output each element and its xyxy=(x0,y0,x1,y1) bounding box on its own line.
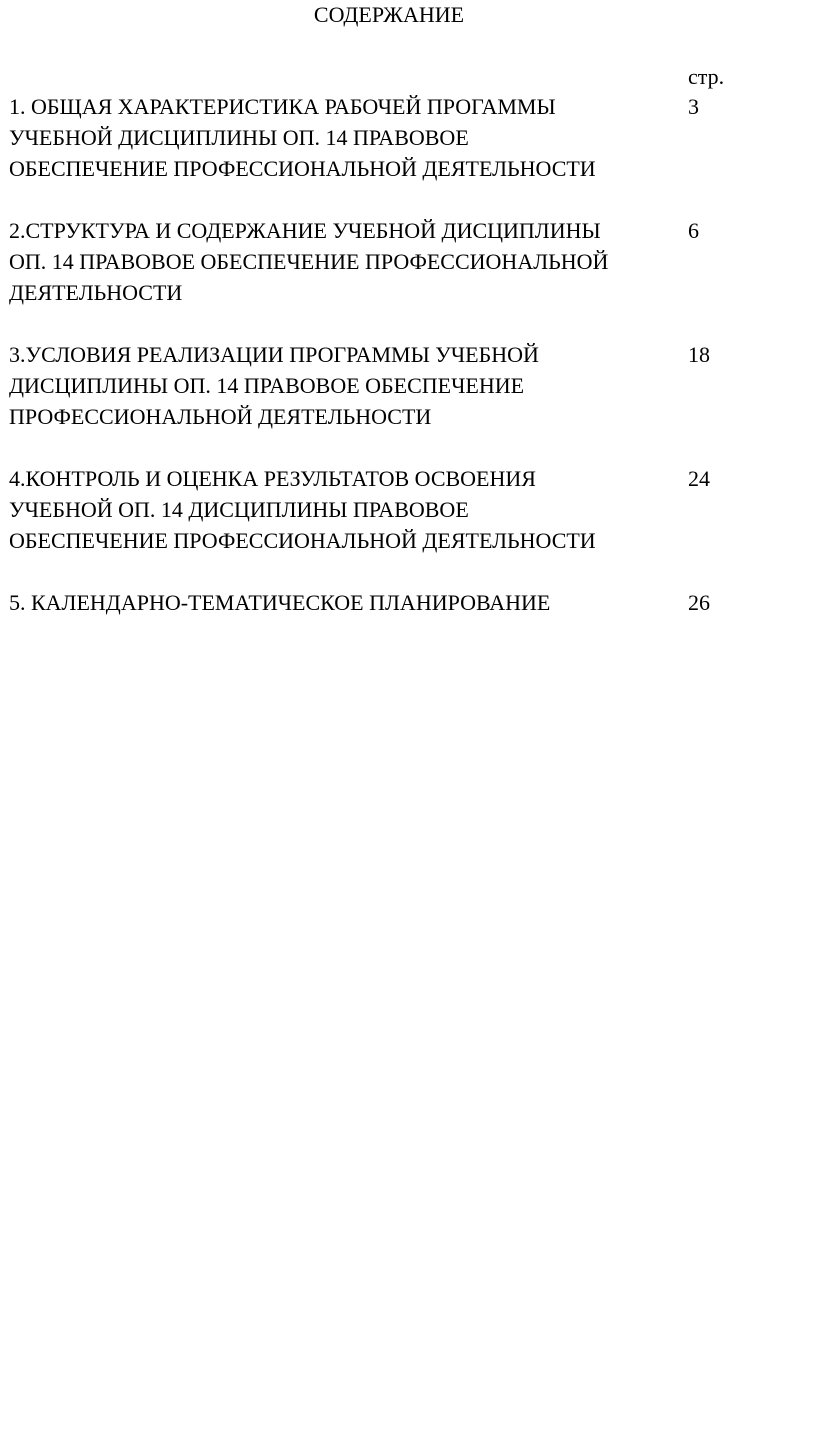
toc-entry-text: 1. ОБЩАЯ ХАРАКТЕРИСТИКА РАБОЧЕЙ ПРОГАММЫ УЧЕБНОЙ ДИСЦИПЛИНЫ ОП. 14 ПРАВОВОЕ ОБЕСПЕЧЕНИЕ ПРОФЕССИОНАЛЬНОЙ ДЕЯТЕЛЬНОСТИ xyxy=(9,94,596,181)
toc-entry-1 xyxy=(9,91,789,184)
toc-entry-page-number: 26 xyxy=(688,590,710,615)
toc-entry-page-number: 24 xyxy=(688,466,710,491)
toc-entry-text: 4.КОНТРОЛЬ И ОЦЕНКА РЕЗУЛЬТАТОВ ОСВОЕНИЯ УЧЕБНОЙ ОП. 14 ДИСЦИПЛИНЫ ПРАВОВОЕ ОБЕСПЕЧЕНИЕ ПРОФЕССИОНАЛЬНОЙ ДЕЯТЕЛЬНОСТИ xyxy=(9,466,596,553)
toc-entry-page-number: 18 xyxy=(688,342,710,367)
toc-entry-5 xyxy=(9,587,789,618)
toc-entry-text: 5. КАЛЕНДАРНО-ТЕМАТИЧЕСКОЕ ПЛАНИРОВАНИЕ xyxy=(9,590,551,615)
toc-entry-text: 3.УСЛОВИЯ РЕАЛИЗАЦИИ ПРОГРАММЫ УЧЕБНОЙ ДИСЦИПЛИНЫ ОП. 14 ПРАВОВОЕ ОБЕСПЕЧЕНИЕ ПРОФЕССИОНАЛЬНОЙ ДЕЯТЕЛЬНОСТИ xyxy=(9,342,539,429)
toc-entry-text: 2.СТРУКТУРА И СОДЕРЖАНИЕ УЧЕБНОЙ ДИСЦИПЛИНЫ ОП. 14 ПРАВОВОЕ ОБЕСПЕЧЕНИЕ ПРОФЕССИОНАЛЬНОЙ ДЕЯТЕЛЬНОСТИ xyxy=(9,218,609,305)
toc-entry-page-number: 6 xyxy=(688,218,699,243)
page-title: СОДЕРЖАНИЕ xyxy=(313,2,465,27)
toc-entry-4 xyxy=(9,463,789,556)
table-of-contents xyxy=(9,91,789,649)
toc-entry-3 xyxy=(9,339,789,432)
toc-entry-2 xyxy=(9,215,789,308)
toc-entry-page-number: 3 xyxy=(688,94,699,119)
page-number-column-header: стр. xyxy=(688,64,725,89)
